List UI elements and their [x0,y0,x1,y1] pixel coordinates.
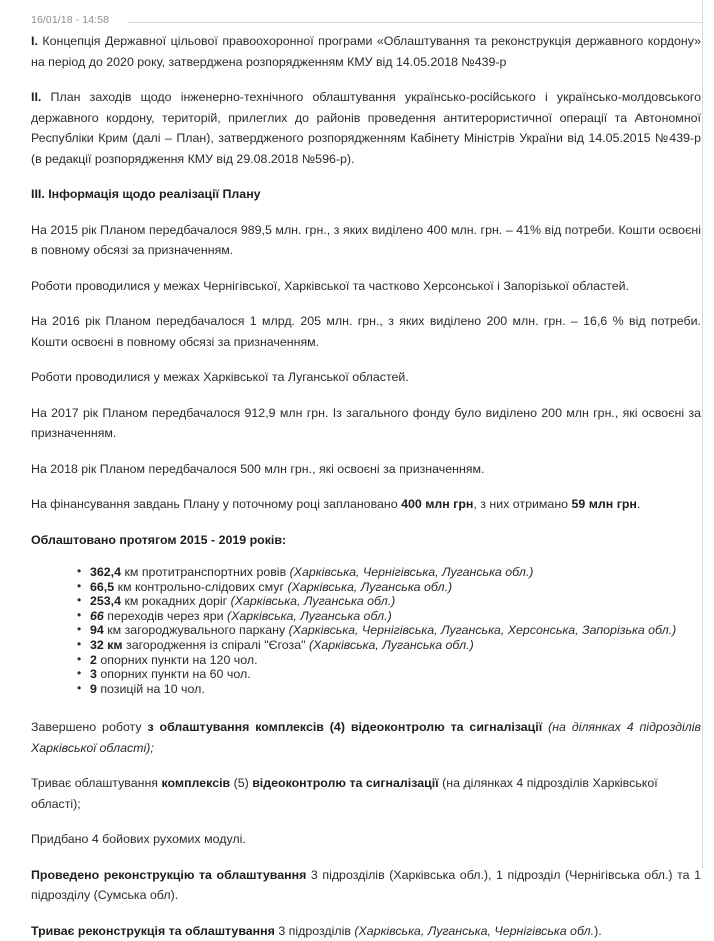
document-timestamp: 16/01/18 - 14:58 [31,14,110,26]
section-1-paragraph [31,31,701,72]
completed-lead: Завершено роботу [31,720,148,735]
list-item [77,638,701,653]
paragraph-year-2016: На 2016 рік Планом передбачалося 1 млрд. 205 млн. грн., з яких виділено 200 млн. грн. – 16,6 % від потреби. Кошти освоєні в повному обсязі за призначенням. [31,314,701,349]
section-2-paragraph [31,87,701,169]
list-item [77,667,701,682]
reconstruction-ongoing-bold: Триває реконструкція та облаштування [31,923,275,938]
document-header [0,0,714,31]
list-item [77,623,701,638]
section-3-heading: III. Інформація щодо реалізації Плану [31,187,261,201]
fact-regions: (Харківська, Луганська обл.) [287,579,453,594]
facts-list-heading: Облаштовано протягом 2015 - 2019 років: [31,532,287,547]
reconstruction-ongoing-regions: (Харківська, Луганська, Чернігівська обл. [354,923,595,938]
completed-note: (на ділянках 4 підрозділів Харківської області); [31,720,701,755]
financing-planned-amount: 400 млн грн [401,497,474,511]
fact-text: км загороджувального паркану [103,623,289,638]
list-item [77,653,701,668]
list-item [77,682,701,697]
paragraph-year-2017: На 2017 рік Планом передбачалося 912,9 млн грн. Із загального фонду було виділено 200 млн грн., які освоєні за призначенням. [31,405,701,440]
section-1-marker: I. [31,34,38,48]
fact-text: опорних пункти на 60 чол. [96,667,251,682]
completed-bold: з облаштування комплексів (4) відеоконтролю та сигналізації [147,720,543,735]
fact-value: 2 [90,652,97,667]
paragraph-year-2015: На 2015 рік Планом передбачалося 989,5 млн. грн., з яких виділено 400 млн. грн. – 41% від потреби. Кошти освоєні в повному обсязі за призначенням. [31,222,701,257]
reconstruction-ongoing-tail: ). [594,923,602,938]
financing-received-amount: 59 млн грн [571,497,637,511]
paragraph-year-2018: На 2018 рік Планом передбачалося 500 млн грн., які освоєні за призначенням. [31,461,485,476]
ongoing-bold-videocontrol: відеоконтролю та сигналізації [252,776,439,791]
ongoing-lead: Триває облаштування [31,776,162,791]
financing-lead: На фінансування завдань Плану у поточному році заплановано [31,497,402,511]
fact-text: км рокадних доріг [121,594,231,609]
ongoing-bold-complexes: комплексів [161,776,231,791]
fact-value: 253,4 [90,594,122,609]
fact-value: 3 [90,667,97,682]
section-2-marker: II. [31,90,42,104]
fact-value: 32 км [90,637,123,652]
section-1-text: Концепція Державної цільової правоохоронної програми «Облаштування та реконструкція державного кордону» на період до 2020 року, затверджена розпорядженням КМУ від 14.05.2018 №439-р [31,34,701,69]
reconstruction-done-text: 3 підрозділів (Харківська обл.), 1 підрозділ (Чернігівська обл.) та 1 підрозділу (Сумська обл). [31,867,701,903]
financing-end: . [636,497,641,511]
list-item [77,594,701,609]
fact-regions: (Харківська, Чернігівська, Луганська обл.) [289,565,534,579]
list-item [77,565,701,580]
fact-value: 66 [90,608,104,623]
section-2-text: План заходів щодо інженерно-технічного облаштування українсько-російського і українсько-молдовського державного кордону, територій, прилеглих до районів проведення антитерористичної операції та Автономної Республіки Крим (далі – План), затвердженого розпорядженням Кабінету Міністрів України від 14.05.2015 №439-р (в редакції розпорядження КМУ від 29.08.2018 №596-р). [31,90,701,166]
reconstruction-ongoing-text: 3 підрозділів [274,923,355,938]
paragraph-reconstruction-completed [31,865,701,906]
fact-text: опорних пункти на 120 чол. [96,652,258,667]
paragraph-completed-video-complexes [31,717,701,758]
ongoing-end: (на ділянках 4 підрозділів Харківської області); [31,776,658,811]
financing-middle: , з них отримано [473,497,572,511]
document-body [0,31,714,941]
header-divider [128,22,703,23]
list-item [77,580,701,595]
fact-text: загородження із спіралі "Єгоза" [122,637,309,652]
paragraph-2016-regions: Роботи проводилися у межах Харківської та Луганської областей. [31,370,409,384]
paragraph-ongoing-video-complexes [31,773,701,814]
fact-value: 362,4 [90,565,122,579]
facts-list [31,565,701,696]
fact-regions: (Харківська, Луганська обл.) [308,637,474,652]
paragraph-2015-regions: Роботи проводилися у межах Чернігівської, Харківської та частково Херсонської і Запорізької областей. [31,278,629,293]
paragraph-reconstruction-ongoing [31,921,701,941]
paragraph-modules-purchased: Придбано 4 бойових рухомих модулі. [31,832,246,847]
list-item [77,609,701,624]
fact-value: 9 [90,681,97,696]
fact-text: км контрольно-слідових смуг [114,579,288,594]
fact-text: позицій на 10 чол. [96,681,205,696]
fact-regions: (Харківська, Луганська обл.) [230,594,396,609]
fact-regions: (Харківська, Чернігівська, Луганська, Херсонська, Запорізька обл.) [288,623,677,638]
ongoing-count: (5) [230,776,253,791]
paragraph-financing [31,494,701,515]
reconstruction-done-bold: Проведено реконструкцію та облаштування [31,867,307,882]
fact-text: переходів через яри [103,608,227,623]
fact-value: 94 [90,623,104,638]
fact-value: 66,5 [90,579,115,594]
fact-text: км протитранспортних ровів [121,565,290,579]
fact-regions: (Харківська, Луганська обл.) [226,608,392,623]
